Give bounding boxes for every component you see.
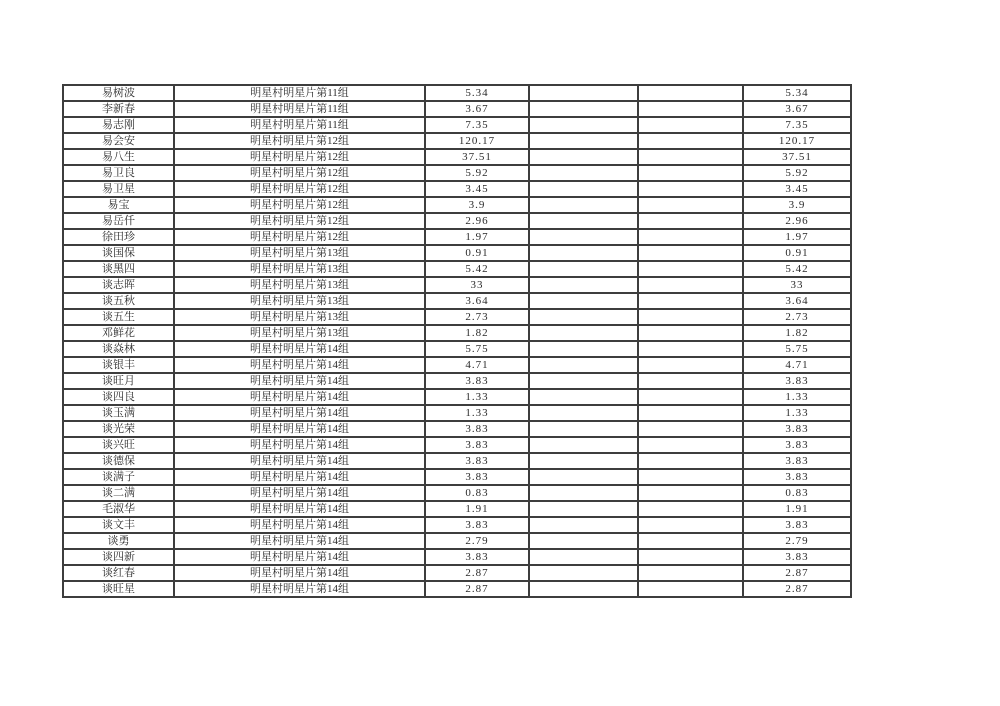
empty-cell-2 — [638, 197, 743, 213]
table-body — [63, 85, 851, 597]
empty-cell-2 — [638, 149, 743, 165]
table-row — [63, 101, 851, 117]
amount-repeat-cell: 2.87 — [743, 581, 851, 597]
empty-cell-1 — [529, 549, 638, 565]
person-name-cell: 谈四良 — [63, 389, 174, 405]
person-name-cell: 谈焱林 — [63, 341, 174, 357]
amount-repeat-cell: 1.91 — [743, 501, 851, 517]
amount-cell: 37.51 — [425, 149, 529, 165]
person-name-cell: 谈红春 — [63, 565, 174, 581]
village-group-cell: 明星村明星片第13组 — [174, 293, 425, 309]
person-name-cell: 谈志晖 — [63, 277, 174, 293]
person-name-cell: 易树波 — [63, 85, 174, 101]
amount-repeat-cell: 2.73 — [743, 309, 851, 325]
table-row — [63, 341, 851, 357]
amount-cell: 1.82 — [425, 325, 529, 341]
table-row — [63, 197, 851, 213]
village-group-cell: 明星村明星片第14组 — [174, 533, 425, 549]
empty-cell-1 — [529, 533, 638, 549]
empty-cell-1 — [529, 421, 638, 437]
person-name-cell: 谈德保 — [63, 453, 174, 469]
empty-cell-1 — [529, 565, 638, 581]
table-row — [63, 533, 851, 549]
empty-cell-2 — [638, 181, 743, 197]
empty-cell-1 — [529, 133, 638, 149]
empty-cell-2 — [638, 501, 743, 517]
table-row — [63, 213, 851, 229]
empty-cell-1 — [529, 581, 638, 597]
amount-repeat-cell: 7.35 — [743, 117, 851, 133]
table-row — [63, 181, 851, 197]
empty-cell-2 — [638, 325, 743, 341]
person-name-cell: 谈旺星 — [63, 581, 174, 597]
empty-cell-2 — [638, 453, 743, 469]
person-name-cell: 谈文丰 — [63, 517, 174, 533]
empty-cell-2 — [638, 133, 743, 149]
village-group-cell: 明星村明星片第13组 — [174, 245, 425, 261]
empty-cell-2 — [638, 213, 743, 229]
table-row — [63, 261, 851, 277]
amount-cell: 5.75 — [425, 341, 529, 357]
amount-repeat-cell: 3.83 — [743, 549, 851, 565]
table-row — [63, 437, 851, 453]
village-group-cell: 明星村明星片第12组 — [174, 197, 425, 213]
empty-cell-1 — [529, 389, 638, 405]
empty-cell-1 — [529, 485, 638, 501]
table-row — [63, 581, 851, 597]
table-row — [63, 325, 851, 341]
person-name-cell: 谈勇 — [63, 533, 174, 549]
village-group-cell: 明星村明星片第14组 — [174, 405, 425, 421]
amount-cell: 2.87 — [425, 581, 529, 597]
village-group-cell: 明星村明星片第14组 — [174, 485, 425, 501]
empty-cell-1 — [529, 373, 638, 389]
amount-repeat-cell: 1.97 — [743, 229, 851, 245]
empty-cell-2 — [638, 357, 743, 373]
amount-repeat-cell: 3.83 — [743, 517, 851, 533]
table-row — [63, 485, 851, 501]
amount-cell: 2.87 — [425, 565, 529, 581]
table-row — [63, 229, 851, 245]
person-name-cell: 谈二满 — [63, 485, 174, 501]
empty-cell-2 — [638, 485, 743, 501]
amount-repeat-cell: 1.33 — [743, 405, 851, 421]
amount-repeat-cell: 1.82 — [743, 325, 851, 341]
table-row — [63, 421, 851, 437]
person-name-cell: 易卫星 — [63, 181, 174, 197]
empty-cell-1 — [529, 453, 638, 469]
table-row — [63, 453, 851, 469]
village-group-cell: 明星村明星片第14组 — [174, 517, 425, 533]
empty-cell-2 — [638, 309, 743, 325]
village-group-cell: 明星村明星片第12组 — [174, 133, 425, 149]
village-group-cell: 明星村明星片第12组 — [174, 149, 425, 165]
empty-cell-1 — [529, 469, 638, 485]
amount-cell: 3.83 — [425, 437, 529, 453]
empty-cell-1 — [529, 117, 638, 133]
table-row — [63, 85, 851, 101]
table-row — [63, 309, 851, 325]
amount-cell: 3.83 — [425, 421, 529, 437]
empty-cell-1 — [529, 517, 638, 533]
amount-repeat-cell: 5.42 — [743, 261, 851, 277]
table-row — [63, 277, 851, 293]
amount-repeat-cell: 3.9 — [743, 197, 851, 213]
table-row — [63, 501, 851, 517]
table-row — [63, 245, 851, 261]
table-row — [63, 517, 851, 533]
amount-cell: 5.34 — [425, 85, 529, 101]
empty-cell-2 — [638, 117, 743, 133]
empty-cell-2 — [638, 549, 743, 565]
amount-repeat-cell: 5.75 — [743, 341, 851, 357]
amount-cell: 3.83 — [425, 469, 529, 485]
village-group-cell: 明星村明星片第11组 — [174, 85, 425, 101]
empty-cell-1 — [529, 293, 638, 309]
amount-cell: 3.67 — [425, 101, 529, 117]
amount-cell: 3.83 — [425, 549, 529, 565]
table-row — [63, 357, 851, 373]
amount-repeat-cell: 37.51 — [743, 149, 851, 165]
empty-cell-1 — [529, 245, 638, 261]
person-name-cell: 谈满子 — [63, 469, 174, 485]
amount-cell: 2.73 — [425, 309, 529, 325]
empty-cell-2 — [638, 469, 743, 485]
person-name-cell: 谈五生 — [63, 309, 174, 325]
amount-repeat-cell: 1.33 — [743, 389, 851, 405]
amount-repeat-cell: 3.64 — [743, 293, 851, 309]
village-group-cell: 明星村明星片第14组 — [174, 453, 425, 469]
empty-cell-2 — [638, 421, 743, 437]
person-name-cell: 谈玉满 — [63, 405, 174, 421]
empty-cell-1 — [529, 309, 638, 325]
amount-repeat-cell: 3.83 — [743, 453, 851, 469]
amount-repeat-cell: 5.92 — [743, 165, 851, 181]
amount-cell: 1.91 — [425, 501, 529, 517]
village-group-cell: 明星村明星片第12组 — [174, 181, 425, 197]
person-name-cell: 谈银丰 — [63, 357, 174, 373]
empty-cell-2 — [638, 533, 743, 549]
village-group-cell: 明星村明星片第13组 — [174, 325, 425, 341]
village-group-cell: 明星村明星片第14组 — [174, 549, 425, 565]
person-name-cell: 谈五秋 — [63, 293, 174, 309]
amount-repeat-cell: 3.83 — [743, 421, 851, 437]
empty-cell-1 — [529, 357, 638, 373]
amount-repeat-cell: 3.83 — [743, 437, 851, 453]
empty-cell-1 — [529, 229, 638, 245]
amount-cell: 7.35 — [425, 117, 529, 133]
person-name-cell: 易宝 — [63, 197, 174, 213]
amount-cell: 2.96 — [425, 213, 529, 229]
amount-cell: 5.42 — [425, 261, 529, 277]
empty-cell-2 — [638, 389, 743, 405]
empty-cell-1 — [529, 181, 638, 197]
amount-repeat-cell: 4.71 — [743, 357, 851, 373]
empty-cell-2 — [638, 581, 743, 597]
amount-cell: 2.79 — [425, 533, 529, 549]
village-group-cell: 明星村明星片第14组 — [174, 581, 425, 597]
amount-cell: 3.64 — [425, 293, 529, 309]
amount-cell: 0.83 — [425, 485, 529, 501]
village-group-cell: 明星村明星片第13组 — [174, 277, 425, 293]
empty-cell-1 — [529, 325, 638, 341]
person-name-cell: 谈光荣 — [63, 421, 174, 437]
empty-cell-2 — [638, 245, 743, 261]
village-group-cell: 明星村明星片第14组 — [174, 437, 425, 453]
empty-cell-1 — [529, 85, 638, 101]
amount-repeat-cell: 33 — [743, 277, 851, 293]
empty-cell-1 — [529, 501, 638, 517]
village-group-cell: 明星村明星片第13组 — [174, 309, 425, 325]
person-name-cell: 易八生 — [63, 149, 174, 165]
empty-cell-2 — [638, 565, 743, 581]
table-row — [63, 389, 851, 405]
empty-cell-1 — [529, 197, 638, 213]
empty-cell-2 — [638, 85, 743, 101]
person-name-cell: 谈四新 — [63, 549, 174, 565]
empty-cell-2 — [638, 405, 743, 421]
empty-cell-1 — [529, 165, 638, 181]
table-row — [63, 117, 851, 133]
village-group-cell: 明星村明星片第11组 — [174, 101, 425, 117]
amount-cell: 1.33 — [425, 389, 529, 405]
village-group-cell: 明星村明星片第11组 — [174, 117, 425, 133]
village-group-cell: 明星村明星片第14组 — [174, 341, 425, 357]
amount-cell: 3.9 — [425, 197, 529, 213]
amount-cell: 1.33 — [425, 405, 529, 421]
table-row — [63, 549, 851, 565]
amount-cell: 5.92 — [425, 165, 529, 181]
amount-cell: 3.45 — [425, 181, 529, 197]
amount-repeat-cell: 5.34 — [743, 85, 851, 101]
amount-repeat-cell: 120.17 — [743, 133, 851, 149]
amount-cell: 33 — [425, 277, 529, 293]
empty-cell-1 — [529, 213, 638, 229]
table-row — [63, 149, 851, 165]
village-group-cell: 明星村明星片第14组 — [174, 565, 425, 581]
empty-cell-2 — [638, 229, 743, 245]
empty-cell-2 — [638, 261, 743, 277]
amount-cell: 120.17 — [425, 133, 529, 149]
village-group-cell: 明星村明星片第14组 — [174, 373, 425, 389]
empty-cell-2 — [638, 165, 743, 181]
empty-cell-2 — [638, 101, 743, 117]
empty-cell-2 — [638, 517, 743, 533]
empty-cell-1 — [529, 277, 638, 293]
person-name-cell: 谈黑四 — [63, 261, 174, 277]
person-name-cell: 邓鲜花 — [63, 325, 174, 341]
table-row — [63, 133, 851, 149]
empty-cell-2 — [638, 373, 743, 389]
village-group-cell: 明星村明星片第12组 — [174, 229, 425, 245]
empty-cell-1 — [529, 149, 638, 165]
amount-repeat-cell: 0.83 — [743, 485, 851, 501]
amount-repeat-cell: 3.45 — [743, 181, 851, 197]
table-row — [63, 565, 851, 581]
person-name-cell: 徐田珍 — [63, 229, 174, 245]
amount-repeat-cell: 0.91 — [743, 245, 851, 261]
amount-repeat-cell: 2.87 — [743, 565, 851, 581]
empty-cell-1 — [529, 261, 638, 277]
village-group-cell: 明星村明星片第14组 — [174, 469, 425, 485]
amount-repeat-cell: 3.83 — [743, 373, 851, 389]
amount-cell: 1.97 — [425, 229, 529, 245]
empty-cell-1 — [529, 437, 638, 453]
village-group-cell: 明星村明星片第14组 — [174, 421, 425, 437]
table-row — [63, 469, 851, 485]
person-name-cell: 易卫良 — [63, 165, 174, 181]
table-row — [63, 165, 851, 181]
person-name-cell: 易志刚 — [63, 117, 174, 133]
person-name-cell: 毛淑华 — [63, 501, 174, 517]
village-group-cell: 明星村明星片第12组 — [174, 165, 425, 181]
village-group-cell: 明星村明星片第14组 — [174, 389, 425, 405]
empty-cell-2 — [638, 341, 743, 357]
empty-cell-2 — [638, 293, 743, 309]
table-row — [63, 293, 851, 309]
empty-cell-2 — [638, 277, 743, 293]
village-group-cell: 明星村明星片第12组 — [174, 213, 425, 229]
amount-repeat-cell: 3.83 — [743, 469, 851, 485]
amount-cell: 0.91 — [425, 245, 529, 261]
amount-repeat-cell: 3.67 — [743, 101, 851, 117]
empty-cell-1 — [529, 341, 638, 357]
person-name-cell: 谈国保 — [63, 245, 174, 261]
village-group-cell: 明星村明星片第13组 — [174, 261, 425, 277]
amount-cell: 3.83 — [425, 373, 529, 389]
amount-cell: 3.83 — [425, 453, 529, 469]
village-group-cell: 明星村明星片第14组 — [174, 501, 425, 517]
village-group-cell: 明星村明星片第14组 — [174, 357, 425, 373]
table-row — [63, 373, 851, 389]
person-name-cell: 谈兴旺 — [63, 437, 174, 453]
person-name-cell: 易会安 — [63, 133, 174, 149]
empty-cell-1 — [529, 101, 638, 117]
empty-cell-1 — [529, 405, 638, 421]
person-name-cell: 谈旺月 — [63, 373, 174, 389]
amount-repeat-cell: 2.96 — [743, 213, 851, 229]
amount-repeat-cell: 2.79 — [743, 533, 851, 549]
person-name-cell: 李新春 — [63, 101, 174, 117]
amount-cell: 3.83 — [425, 517, 529, 533]
amount-cell: 4.71 — [425, 357, 529, 373]
allocation-table — [62, 84, 852, 598]
person-name-cell: 易岳仟 — [63, 213, 174, 229]
empty-cell-2 — [638, 437, 743, 453]
table-row — [63, 405, 851, 421]
